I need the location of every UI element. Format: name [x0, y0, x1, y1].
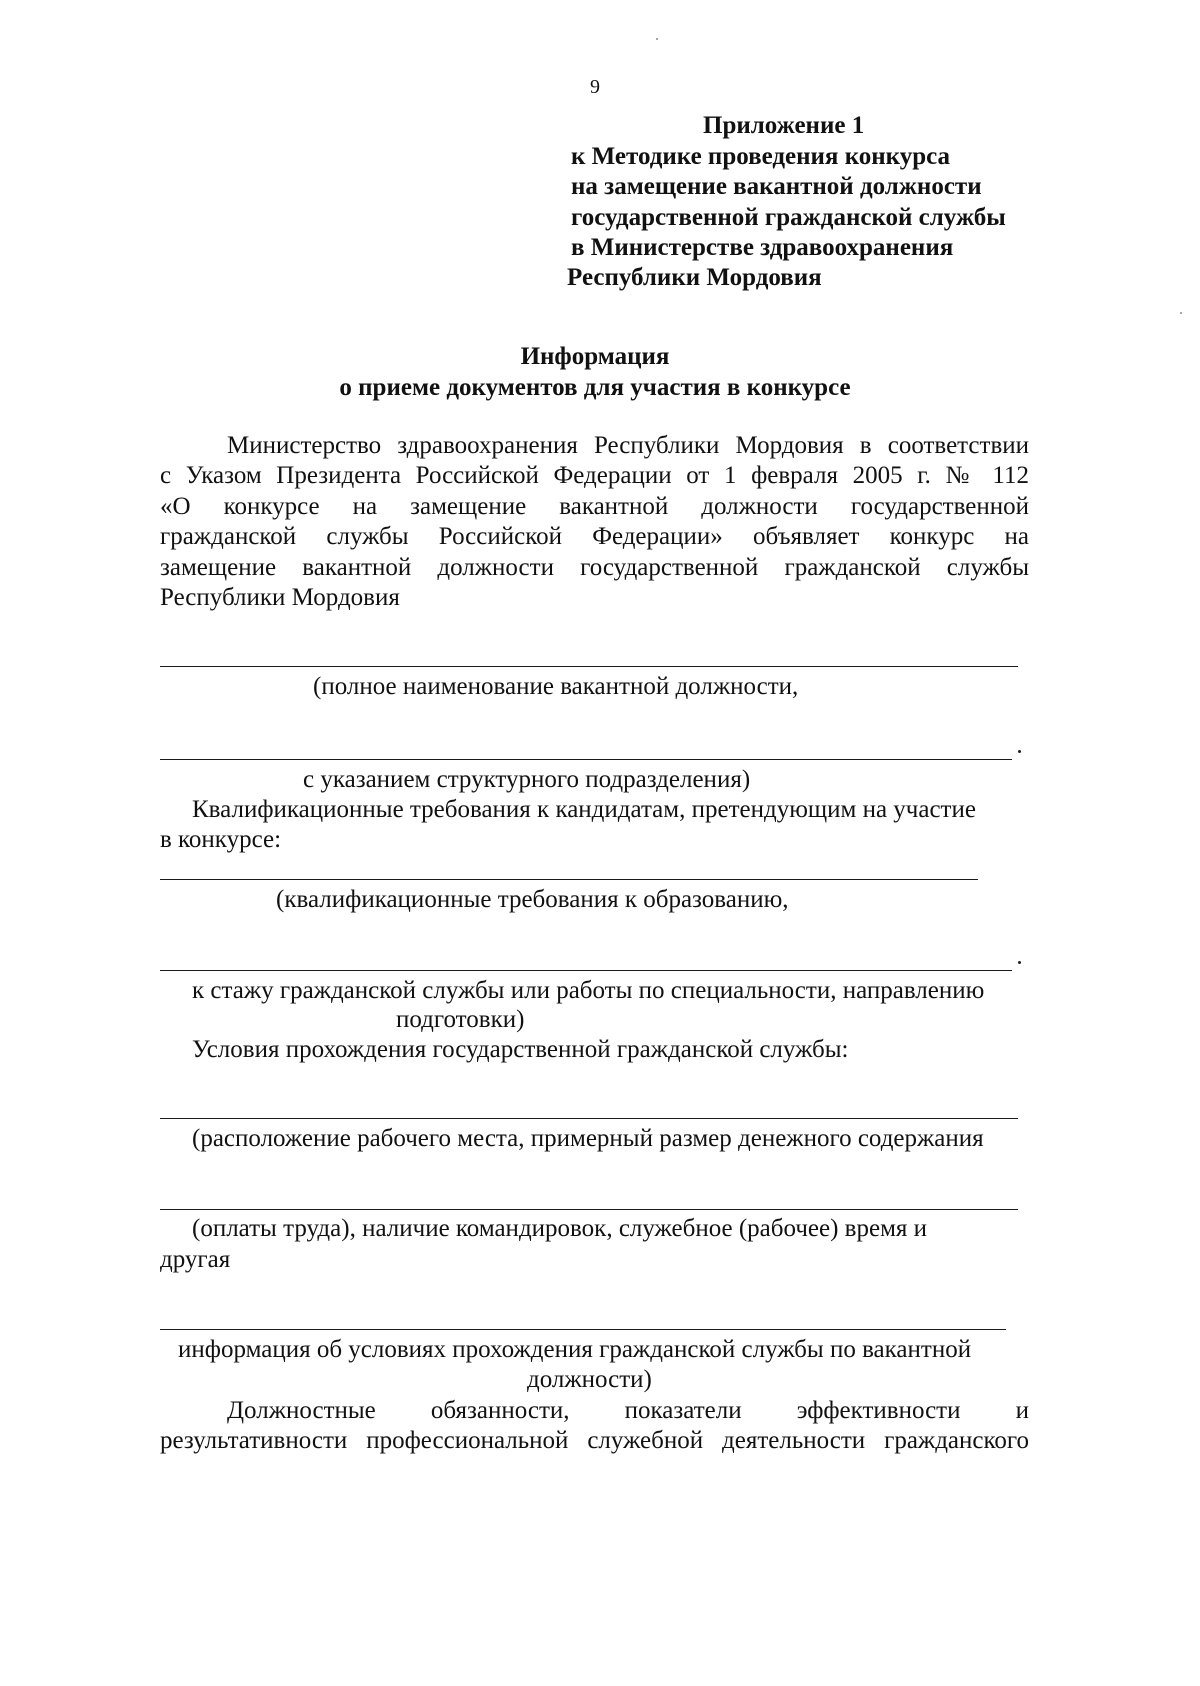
intro-line: Республики Мордовия	[160, 584, 400, 611]
position-caption: (полное наименование вакантной должности,	[313, 673, 799, 700]
qualifications-caption: подготовки)	[396, 1006, 525, 1033]
appendix-line: в Министерстве здравоохранения	[571, 234, 954, 261]
conditions-caption: (оплаты труда), наличие командировок, служебное (рабочее) время и	[192, 1215, 928, 1242]
qualifications-title: в конкурсе:	[160, 826, 282, 853]
appendix-line: Республики Мордовия	[567, 264, 822, 291]
intro-line: с Указом Президента Российской Федерации от 1 февраля 2005 г. № 112	[160, 462, 1029, 489]
document-subheading: о приеме документов для участия в конкурсе	[339, 374, 851, 401]
qualifications-experience-line[interactable]	[160, 970, 1012, 971]
position-end-period	[1018, 750, 1021, 753]
conditions-salary-line[interactable]	[160, 1209, 1018, 1210]
document-heading: Информация	[520, 343, 670, 370]
page-number: 9	[590, 76, 600, 98]
qualifications-education-line[interactable]	[160, 879, 978, 880]
duties-line: Должностные обязанности, показатели эффективности и	[227, 1397, 1029, 1424]
appendix-title: Приложение 1	[703, 112, 865, 139]
intro-line: «О конкурсе на замещение вакантной должности государственной	[160, 493, 1029, 520]
scan-speck	[1180, 312, 1182, 314]
intro-line: Министерство здравоохранения Республики Мордовия в соответствии	[227, 432, 1029, 459]
qualifications-end-period	[1018, 961, 1021, 964]
appendix-line: к Методике проведения конкурса	[571, 143, 951, 170]
position-department-line[interactable]	[160, 759, 1012, 760]
appendix-line: на замещение вакантной должности	[571, 173, 982, 200]
conditions-caption: (расположение рабочего места, примерный размер денежного содержания	[192, 1125, 984, 1152]
conditions-caption: другая	[160, 1246, 231, 1273]
conditions-caption: информация об условиях прохождения гражданской службы по вакантной	[178, 1336, 972, 1363]
conditions-title: Условия прохождения государственной гражданской службы:	[192, 1036, 849, 1063]
position-name-line[interactable]	[160, 666, 1018, 667]
intro-line: гражданской службы Российской Федерации» объявляет конкурс на	[160, 523, 1029, 550]
conditions-workplace-line[interactable]	[160, 1118, 1018, 1119]
duties-line: результативности профессиональной служебной деятельности гражданского	[160, 1427, 1029, 1454]
conditions-caption: должности)	[527, 1366, 652, 1393]
qualifications-caption: (квалификационные требования к образованию,	[276, 886, 789, 913]
qualifications-title: Квалификационные требования к кандидатам, претендующим на участие	[192, 796, 976, 823]
appendix-line: государственной гражданской службы	[571, 204, 1006, 231]
scan-speck	[656, 38, 658, 40]
intro-line: замещение вакантной должности государственной гражданской службы	[160, 554, 1029, 581]
position-caption: с указанием структурного подразделения)	[303, 766, 751, 793]
conditions-other-line[interactable]	[160, 1329, 1006, 1330]
qualifications-caption: к стажу гражданской службы или работы по специальности, направлению	[192, 977, 985, 1004]
